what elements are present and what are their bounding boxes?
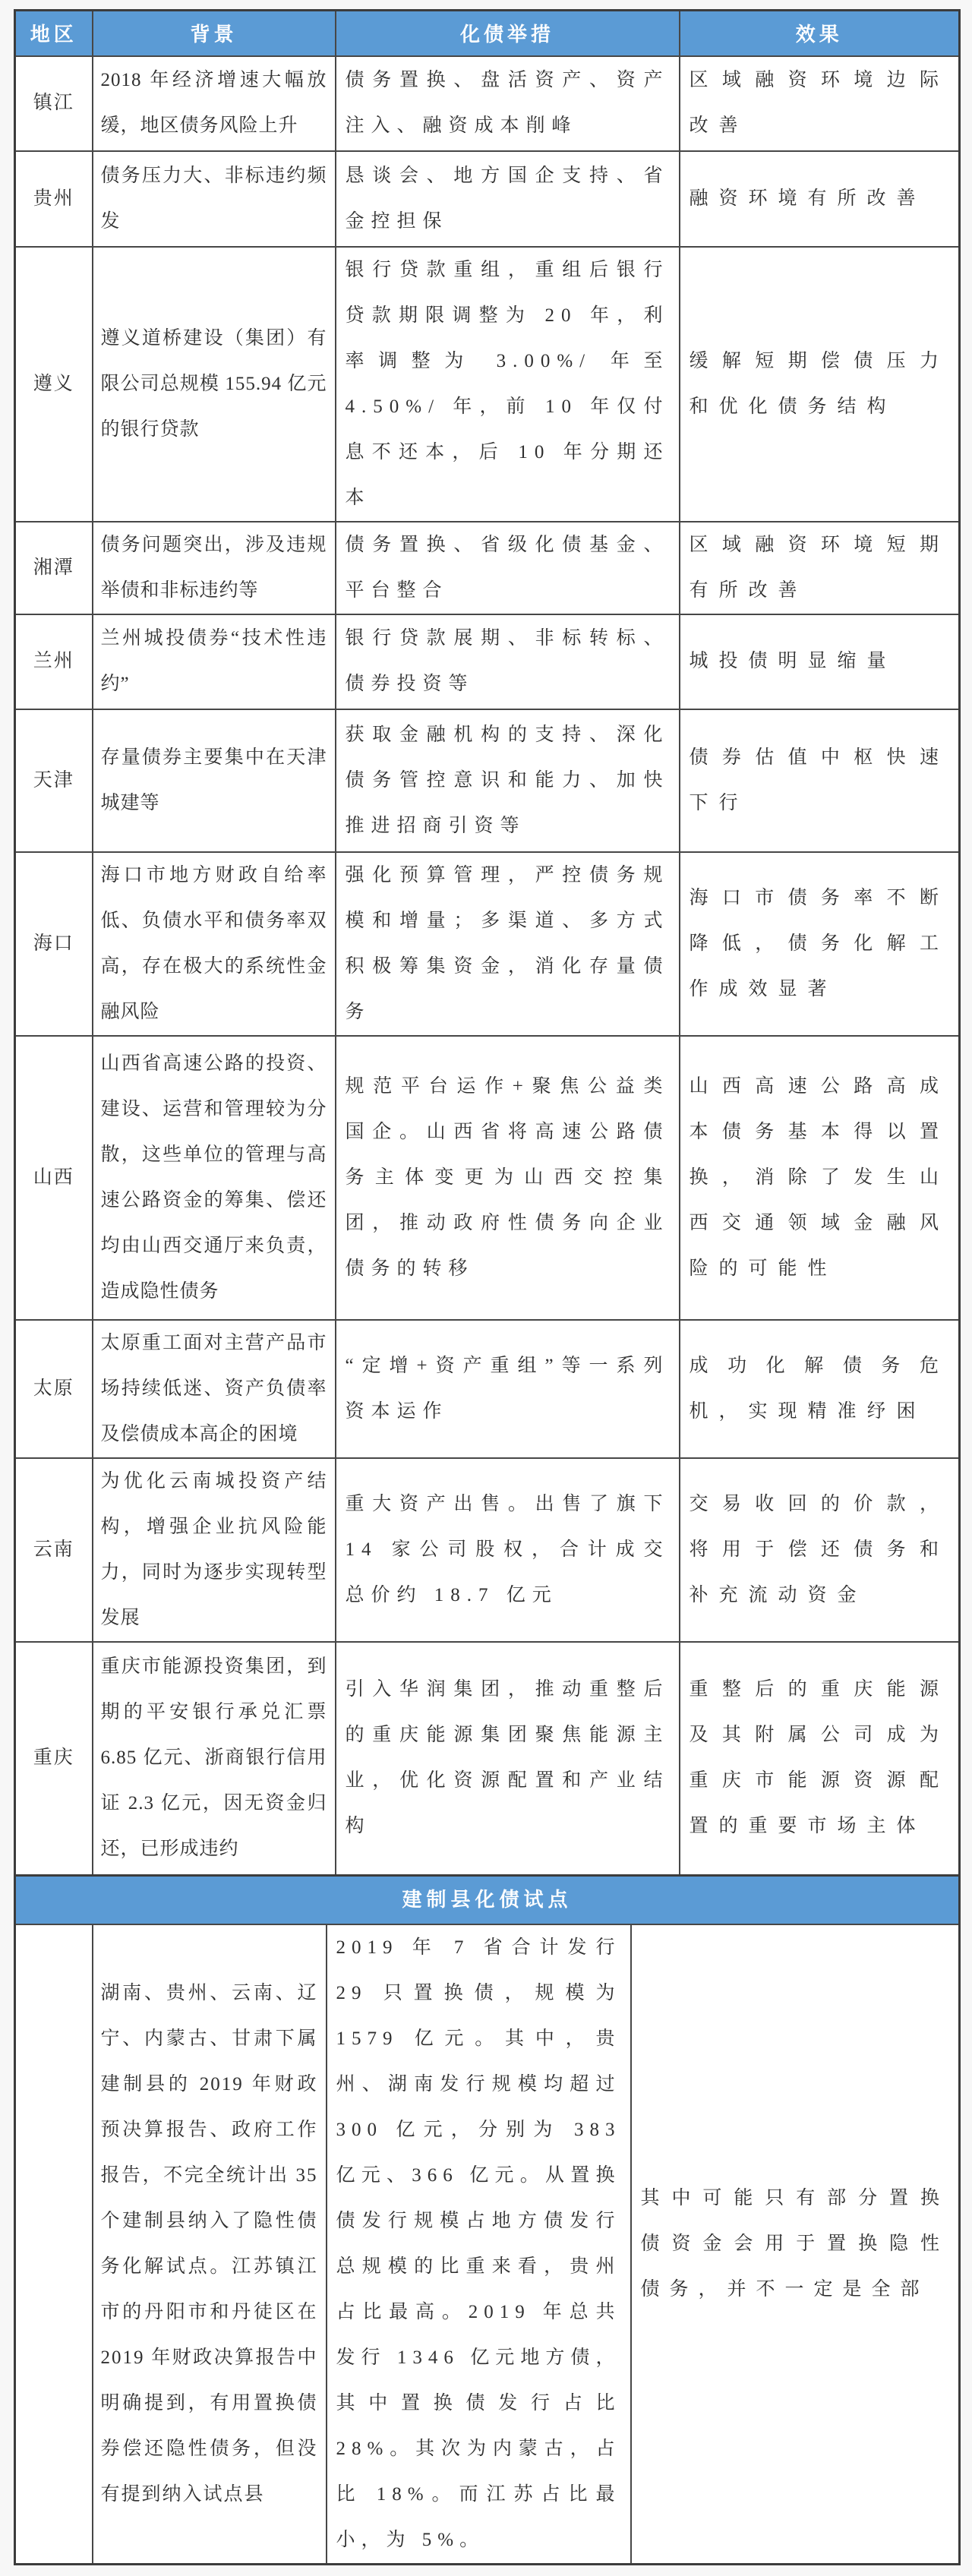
section-banner-row: [15, 1876, 960, 1925]
table-row: [15, 522, 960, 614]
measures-cell: 债务置换、盘活资产、资产注入、融资成本削峰: [336, 56, 680, 151]
region-cell: 遵义: [15, 247, 93, 522]
region-cell: 云南: [15, 1458, 93, 1642]
region-cell: 太原: [15, 1320, 93, 1458]
section-banner: 建制县化债试点: [15, 1876, 960, 1925]
background-cell: 湖南、贵州、云南、辽宁、内蒙古、甘肃下属建制县的 2019 年财政预决算报告、政府工作报告，不完全统计出 35 个建制县纳入了隐性债务化解试点。江苏镇江市的丹阳市和丹徒区在 2019 年财政决算报告中明确提到，有用置换债券偿还隐性债务，但没有提到纳入试点县: [93, 1924, 327, 2565]
measures-cell: 债务置换、省级化债基金、平台整合: [336, 522, 680, 614]
effect-cell: 债券估值中枢快速下行: [680, 709, 960, 852]
table-row: [15, 1642, 960, 1876]
background-cell: 存量债券主要集中在天津城建等: [93, 709, 336, 852]
region-cell: 海口: [15, 852, 93, 1036]
region-cell: [15, 1924, 93, 2565]
effect-cell: 区域融资环境短期有所改善: [680, 522, 960, 614]
effect-cell: 融资环境有所改善: [680, 151, 960, 247]
measures-cell: 重大资产出售。出售了旗下 14 家公司股权，合计成交总价约 18.7 亿元: [336, 1458, 680, 1642]
column-header-background: 背景: [93, 11, 336, 56]
table-row: [15, 1458, 960, 1642]
region-cell: 兰州: [15, 614, 93, 709]
measures-cell: 2019 年 7 省合计发行 29 只置换债，规模为 1579 亿元。其中，贵州、湖南发行规模均超过 300 亿元，分别为 383 亿元、366 亿元。从置换债发行规模占地方债发行总规模的比重来看，贵州占比最高。2019 年总共发行 1346 亿元地方债，其中置换债发行占比 28%。其次为内蒙古，占比 18%。而江苏占比最小，为 5%。: [327, 1924, 631, 2565]
region-cell: 山西: [15, 1036, 93, 1320]
table-row: [15, 614, 960, 709]
table-row: [15, 852, 960, 1036]
table-row: [15, 1320, 960, 1458]
effect-cell: 城投债明显缩量: [680, 614, 960, 709]
effect-cell: 重整后的重庆能源及其附属公司成为重庆市能源资源配置的重要市场主体: [680, 1642, 960, 1876]
effect-cell: 其中可能只有部分置换债资金会用于置换隐性债务，并不一定是全部: [631, 1924, 960, 2565]
background-cell: 太原重工面对主营产品市场持续低迷、资产负债率及偿债成本高企的困境: [93, 1320, 336, 1458]
table-row: [15, 151, 960, 247]
debt-resolution-table: [14, 9, 961, 1877]
table-row: [15, 709, 960, 852]
background-cell: 遵义道桥建设（集团）有限公司总规模 155.94 亿元的银行贷款: [93, 247, 336, 522]
region-cell: 天津: [15, 709, 93, 852]
measures-cell: 银行贷款展期、非标转标、债券投资等: [336, 614, 680, 709]
column-header-effect: 效果: [680, 11, 960, 56]
column-header-measures: 化债举措: [336, 11, 680, 56]
background-cell: 重庆市能源投资集团，到期的平安银行承兑汇票 6.85 亿元、浙商银行信用证 2.3 亿元，因无资金归还，已形成违约: [93, 1642, 336, 1876]
measures-cell: 规范平台运作+聚焦公益类国企。山西省将高速公路债务主体变更为山西交控集团，推动政府性债务向企业债务的转移: [336, 1036, 680, 1320]
column-header-region: 地区: [15, 11, 93, 56]
effect-cell: 成功化解债务危机，实现精准纾困: [680, 1320, 960, 1458]
region-cell: 镇江: [15, 56, 93, 151]
header-row: [15, 11, 960, 56]
table-row: [15, 1036, 960, 1320]
background-cell: 兰州城投债券“技术性违约”: [93, 614, 336, 709]
background-cell: 为优化云南城投资产结构，增强企业抗风险能力，同时为逐步实现转型发展: [93, 1458, 336, 1642]
effect-cell: 区域融资环境边际改善: [680, 56, 960, 151]
county-pilot-section-table: [14, 1874, 961, 2565]
measures-cell: 银行贷款重组，重组后银行贷款期限调整为 20 年，利率调整为 3.00%/ 年至 4.50%/ 年，前 10 年仅付息不还本，后 10 年分期还本: [336, 247, 680, 522]
effect-cell: 山西高速公路高成本债务基本得以置换，消除了发生山西交通领域金融风险的可能性: [680, 1036, 960, 1320]
effect-cell: 缓解短期偿债压力和优化债务结构: [680, 247, 960, 522]
measures-cell: 恳谈会、地方国企支持、省金控担保: [336, 151, 680, 247]
effect-cell: 海口市债务率不断降低，债务化解工作成效显著: [680, 852, 960, 1036]
pilot-row: [15, 1924, 960, 2565]
background-cell: 山西省高速公路的投资、建设、运营和管理较为分散，这些单位的管理与高速公路资金的筹集、偿还均由山西交通厅来负责，造成隐性债务: [93, 1036, 336, 1320]
measures-cell: 引入华润集团，推动重整后的重庆能源集团聚焦能源主业，优化资源配置和产业结构: [336, 1642, 680, 1876]
region-cell: 湘潭: [15, 522, 93, 614]
table-row: [15, 56, 960, 151]
background-cell: 债务问题突出，涉及违规举债和非标违约等: [93, 522, 336, 614]
background-cell: 债务压力大、非标违约频发: [93, 151, 336, 247]
measures-cell: “定增+资产重组”等一系列资本运作: [336, 1320, 680, 1458]
region-cell: 重庆: [15, 1642, 93, 1876]
measures-cell: 强化预算管理，严控债务规模和增量；多渠道、多方式积极筹集资金，消化存量债务: [336, 852, 680, 1036]
table-row: [15, 247, 960, 522]
region-cell: 贵州: [15, 151, 93, 247]
effect-cell: 交易收回的价款，将用于偿还债务和补充流动资金: [680, 1458, 960, 1642]
measures-cell: 获取金融机构的支持、深化债务管控意识和能力、加快推进招商引资等: [336, 709, 680, 852]
background-cell: 2018 年经济增速大幅放缓，地区债务风险上升: [93, 56, 336, 151]
background-cell: 海口市地方财政自给率低、负债水平和债务率双高，存在极大的系统性金融风险: [93, 852, 336, 1036]
